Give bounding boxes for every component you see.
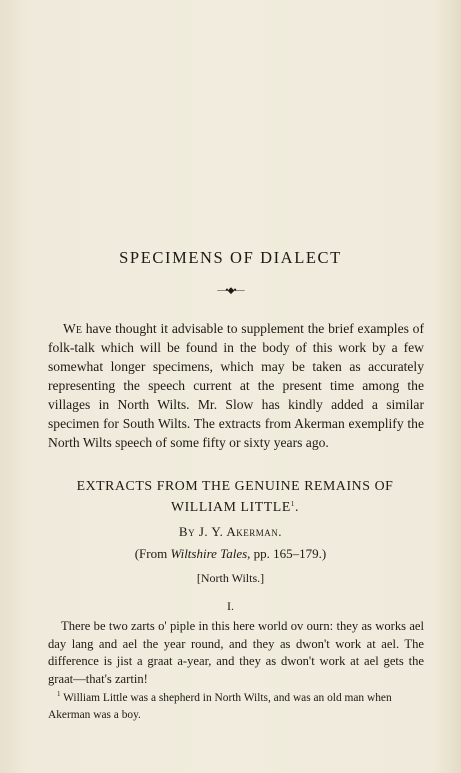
footnote [48, 686, 424, 724]
extracts-heading-line2-wrap [40, 495, 430, 516]
region-label: [North Wilts.] [196, 571, 265, 585]
footnote-reference: 1 [290, 500, 295, 508]
extracts-heading-end: . [294, 499, 300, 514]
ornament-divider: —•◆•— [217, 285, 244, 295]
author-byline: By J. Y. Akerman. [178, 524, 283, 539]
specimen-paragraph: There be two zarts o' piple in this here world ov ourn: they as works ael day lang and ael the year round, and they as dwon't work at ael. The difference is jist a graat a-year, and they as dwon't work at ael gets the graat—that's zartin! [48, 619, 424, 686]
extracts-heading [40, 476, 430, 516]
source-pages: , pp. 165–179.) [247, 546, 327, 561]
source-open: (From [134, 546, 171, 561]
source-work-title: Wiltshire Tales [170, 546, 248, 561]
page-title: SPECIMENS OF DIALECT [119, 248, 342, 267]
section-numeral: I. [227, 599, 234, 613]
source-citation [0, 546, 461, 562]
intro-first-word: We [63, 321, 82, 336]
intro-text: have thought it advisable to supplement the brief examples of folk-talk which will be found in the body of this work by a few somewhat longer specimens, which may be taken as accurately representing the speech current at the present time among the villages in North Wilts. Mr. Slow has kindly added a similar specimen for South Wilts. The extracts from Akerman exemplify the North Wilts speech of some fifty or sixty years ago. [48, 321, 424, 450]
intro-paragraph [48, 319, 424, 452]
extracts-heading-line2: WILLIAM LITTLE [170, 499, 291, 514]
footnote-text: William Little was a shepherd in North Wilts, and was an old man when Akerman was a boy. [48, 692, 392, 721]
footnote-marker: 1 [57, 690, 61, 698]
extracts-heading-line1: EXTRACTS FROM THE GENUINE REMAINS OF [76, 478, 394, 493]
